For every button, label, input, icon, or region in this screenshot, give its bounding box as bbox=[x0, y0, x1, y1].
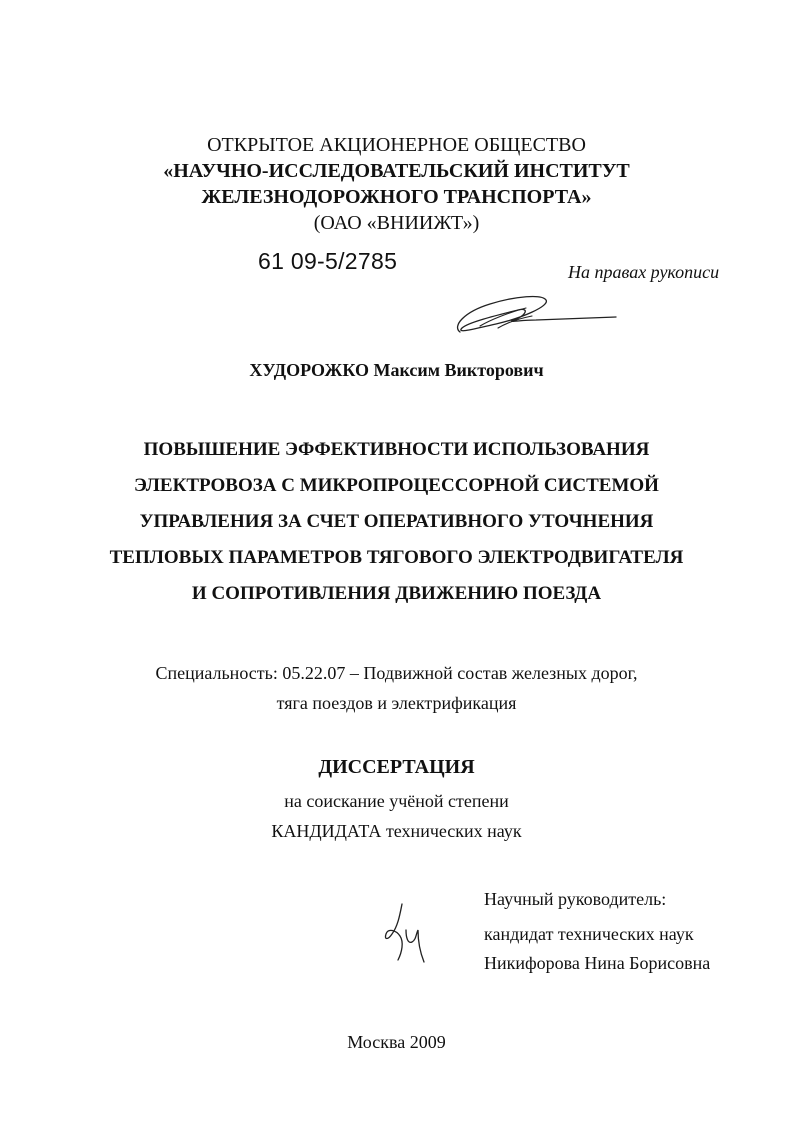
manuscript-rights-note: На правах рукописи bbox=[568, 262, 720, 282]
archive-code: 61 09-5/2785 bbox=[258, 248, 398, 274]
degree-caps: КАНДИДАТА bbox=[271, 821, 382, 841]
supervisor-block bbox=[484, 885, 710, 978]
org-abbreviation: (ОАО «ВНИИЖТ») bbox=[313, 212, 480, 234]
document-type: ДИССЕРТАЦИЯ bbox=[318, 756, 475, 778]
title-line: ЭЛЕКТРОВОЗА С МИКРОПРОЦЕССОРНОЙ СИСТЕМОЙ bbox=[134, 475, 659, 496]
title-line: ПОВЫШЕНИЕ ЭФФЕКТИВНОСТИ ИСПОЛЬЗОВАНИЯ bbox=[143, 439, 650, 460]
org-name-line-3: ЖЕЛЕЗНОДОРОЖНОГО ТРАНСПОРТА» bbox=[201, 186, 592, 208]
supervisor-signature-icon bbox=[380, 900, 430, 968]
degree-purpose: на соискание учёной степени bbox=[284, 791, 509, 811]
title-line: УПРАВЛЕНИЯ ЗА СЧЕТ ОПЕРАТИВНОГО УТОЧНЕНИЯ bbox=[139, 511, 654, 532]
title-line: И СОПРОТИВЛЕНИЯ ДВИЖЕНИЮ ПОЕЗДА bbox=[191, 583, 602, 604]
supervisor-name: Никифорова Нина Борисовна bbox=[484, 953, 711, 973]
author-name: ХУДОРОЖКО Максим Викторович bbox=[249, 360, 544, 380]
supervisor-rank: кандидат технических наук bbox=[484, 924, 694, 944]
specialty-line-2: тяга поездов и электрификация bbox=[276, 693, 517, 713]
org-name-line-1: ОТКРЫТОЕ АКЦИОНЕРНОЕ ОБЩЕСТВО bbox=[207, 134, 586, 156]
degree-name bbox=[0, 816, 793, 846]
degree-rest: технических наук bbox=[381, 821, 522, 841]
city-year: Москва 2009 bbox=[347, 1032, 446, 1052]
specialty-line-1: Специальность: 05.22.07 – Подвижной состав железных дорог, bbox=[155, 663, 638, 683]
supervisor-heading: Научный руководитель: bbox=[484, 889, 667, 909]
title-line: ТЕПЛОВЫХ ПАРАМЕТРОВ ТЯГОВОГО ЭЛЕКТРОДВИГАТЕЛЯ bbox=[109, 547, 684, 568]
author-signature-icon bbox=[450, 290, 620, 346]
org-name-line-2: «НАУЧНО-ИССЛЕДОВАТЕЛЬСКИЙ ИНСТИТУТ bbox=[163, 160, 630, 182]
